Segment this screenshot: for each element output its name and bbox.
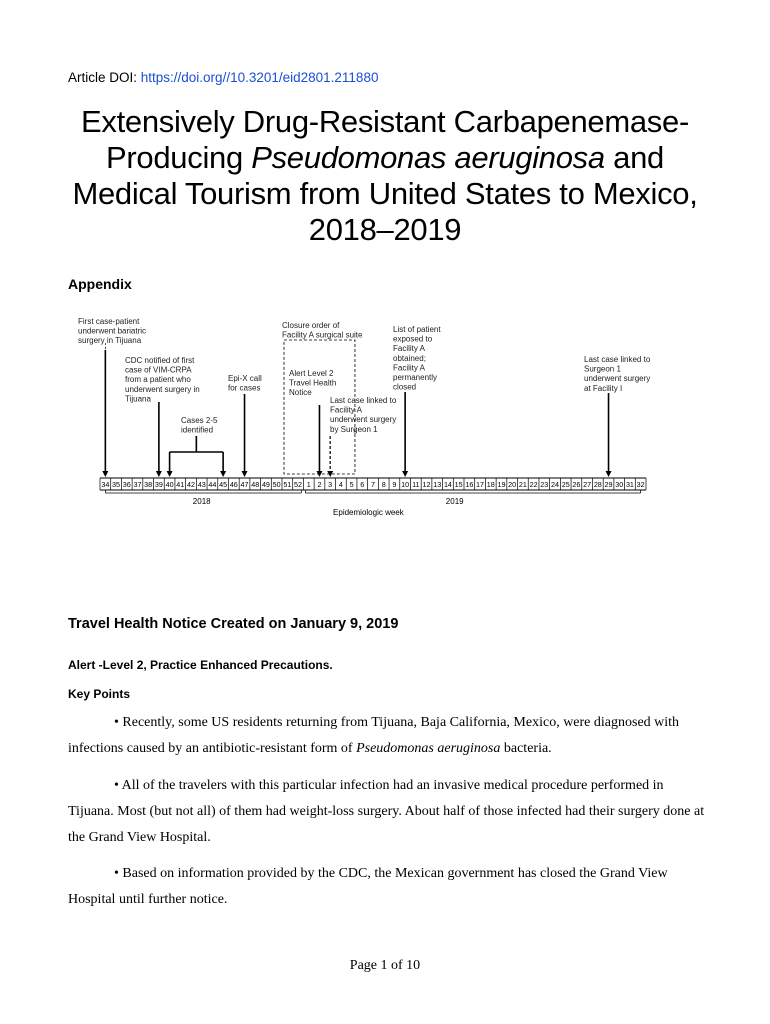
week-tick-label: 26 [572,480,581,489]
title-line-1: Extensively Drug-Resistant Carbapenemase- [81,104,689,139]
title-line-4: 2018–2019 [308,212,462,247]
week-tick-label: 8 [381,480,386,489]
event-cdc-notified-line: Tijuana [125,394,151,404]
event-closure-order-line: Closure order of [282,321,340,330]
week-tick-label: 32 [636,480,645,489]
event-last-case-facility-a-line: Last case linked to [330,396,397,405]
week-tick-label: 39 [154,480,163,489]
key-point-3-text: • Based on information provided by the CDC, the Mexican government has closed the Grand View Hospital until further notice. [68,866,668,907]
event-last-case-facility-i-line: underwent surgery [584,374,651,384]
week-tick-label: 7 [371,480,375,489]
year-label-2018: 2018 [192,497,211,506]
week-tick-label: 20 [508,480,517,489]
week-tick-label: 23 [540,480,549,489]
title-organism: Pseudomonas aeruginosa [251,140,605,175]
event-list-of-patients-line: Facility A [393,363,426,373]
week-tick-label: 10 [401,480,410,489]
week-tick-label: 45 [219,480,228,489]
event-list-of-patients-line: Facility A [393,344,426,354]
week-tick-label: 16 [465,480,474,489]
event-last-case-facility-i-line: at Facility I [584,383,623,393]
title-line-2-suffix: and [604,140,664,175]
event-list-of-patients-line: permanently [393,373,438,382]
week-tick-label: 21 [518,480,527,489]
week-tick-label: 22 [529,480,538,489]
doi-link[interactable]: https://doi.org//10.3201/eid2801.211880 [140,70,379,85]
week-tick-label: 41 [176,480,185,489]
week-tick-label: 30 [615,480,624,489]
page-number: Page 1 of 10 [349,958,421,973]
week-tick-label: 14 [443,480,452,489]
event-last-case-facility-i [584,355,651,393]
event-alert-level-2 [289,369,336,397]
week-tick-label: 47 [240,480,249,489]
event-last-case-facility-i-line: Surgeon 1 [584,364,621,374]
week-tick-label: 48 [251,480,260,489]
week-tick-label: 2 [317,480,322,489]
event-first-case-line: First case-patient [78,317,140,326]
arrow-first-case-head [102,471,108,477]
week-axis [100,478,646,517]
event-cdc-notified-line: from a patient who [125,375,191,385]
event-first-case-line: underwent bariatric [78,326,147,336]
event-first-case-line: surgery in Tijuana [78,336,142,346]
week-tick-label: 17 [476,480,485,489]
year-label-2019: 2019 [445,497,464,506]
week-tick-label: 35 [112,480,121,489]
event-alert-level-2-line: Notice [289,388,312,398]
week-tick-label: 34 [101,480,110,489]
week-tick-label: 36 [122,480,131,489]
event-closure-order-line: Facility A surgical suite [282,330,363,340]
week-tick-label: 19 [497,480,506,489]
arrow-cdc-notified-head [156,471,162,477]
epidemiologic-timeline-figure [70,310,670,520]
event-first-case [78,317,146,345]
week-tick-label: 51 [283,480,292,489]
week-tick-label: 4 [338,480,343,489]
title-line-2-prefix: Producing [106,140,252,175]
event-list-of-patients [393,325,441,392]
event-alert-level-2-line: Alert Level 2 [289,369,334,378]
event-list-of-patients-line: exposed to [393,334,433,344]
week-tick-label: 38 [144,480,153,489]
event-alert-level-2-line: Travel Health [289,378,337,388]
arrow-epix-call-head [242,471,248,477]
event-epix-call [228,374,262,393]
week-tick-label: 25 [561,480,570,489]
event-cases-2-5 [181,416,218,435]
week-tick-label: 28 [593,480,602,489]
key-point-2-text: • All of the travelers with this particular infection had an invasive medical procedure performed in Tijuana. Most (but not all) of them had weight-loss surgery. About half of those infected had their surgery done at the Grand View Hospital. [68,778,705,845]
week-tick-label: 6 [360,480,365,489]
week-tick-label: 18 [486,480,495,489]
event-last-case-facility-a-line: by Surgeon 1 [330,424,378,434]
event-list-of-patients-line: obtained; [393,353,426,363]
paper-title [40,104,730,248]
week-tick-label: 24 [551,480,559,489]
arrow-last-case-facility-i-head [606,471,612,477]
alert-level-heading: Alert -Level 2, Practice Enhanced Precautions. [68,658,333,672]
week-tick-label: 37 [133,480,142,489]
event-cases-2-5-line: identified [181,425,214,435]
arrow-case-2-head [167,471,173,477]
week-tick-label: 3 [328,480,333,489]
event-cdc-notified-line: case of VIM-CRPA [125,365,192,375]
week-tick-label: 40 [165,480,174,489]
week-tick-label: 31 [625,480,634,489]
key-point-3 [68,861,708,913]
event-last-case-facility-i-line: Last case linked to [584,355,651,364]
doi-label: Article DOI: [68,70,141,85]
arrow-case-5-head [220,471,226,477]
event-cdc-notified-line: underwent surgery in [125,384,200,394]
event-last-case-facility-a-line: Facility A [330,405,363,415]
week-tick-label: 43 [197,480,206,489]
axis-title: Epidemiologic week [333,508,404,517]
article-doi [68,70,378,85]
week-tick-label: 27 [583,480,592,489]
week-tick-label: 9 [392,480,397,489]
key-points-heading: Key Points [68,687,131,701]
event-cdc-notified [125,356,200,403]
event-epix-call-line: Epi-X call [228,374,262,383]
week-tick-label: 46 [229,480,238,489]
arrow-list-of-patients-head [402,471,408,477]
event-cases-2-5-line: Cases 2-5 [181,416,218,425]
key-point-1-organism: Pseudomonas aeruginosa [356,741,501,756]
event-epix-call-line: for cases [228,383,261,393]
event-list-of-patients-line: closed [393,382,417,392]
week-tick-label: 12 [422,480,431,489]
section-heading: Travel Health Notice Created on January 9, 2019 [68,616,399,632]
event-closure-order [282,321,363,340]
week-tick-label: 13 [433,480,442,489]
week-tick-label: 52 [294,480,303,489]
key-point-1-suffix: bacteria. [500,741,552,756]
appendix-heading: Appendix [68,276,132,292]
week-tick-label: 49 [261,480,270,489]
event-last-case-facility-a-line: underwent surgery [330,415,397,425]
event-labels [78,317,651,435]
title-line-2 [40,140,730,176]
week-tick-label: 5 [349,480,354,489]
week-tick-label: 44 [208,480,217,489]
title-line-3: Medical Tourism from United States to Mexico, [72,176,698,211]
event-list-of-patients-line: List of patient [393,325,441,334]
week-tick-label: 29 [604,480,613,489]
week-tick-label: 50 [272,480,281,489]
event-cdc-notified-line: CDC notified of first [125,356,195,365]
week-tick-label: 1 [306,480,311,489]
week-tick-label: 11 [412,480,420,489]
key-point-1-text: • Recently, some US residents returning from Tijuana, Baja California, Mexico, were diagnosed with infections caused by an antibiotic-resistant form of [68,715,680,756]
key-point-1 [68,710,708,762]
week-tick-label: 15 [454,480,463,489]
week-tick-label: 42 [187,480,195,489]
key-point-2 [68,773,708,851]
event-last-case-facility-a [330,396,397,434]
